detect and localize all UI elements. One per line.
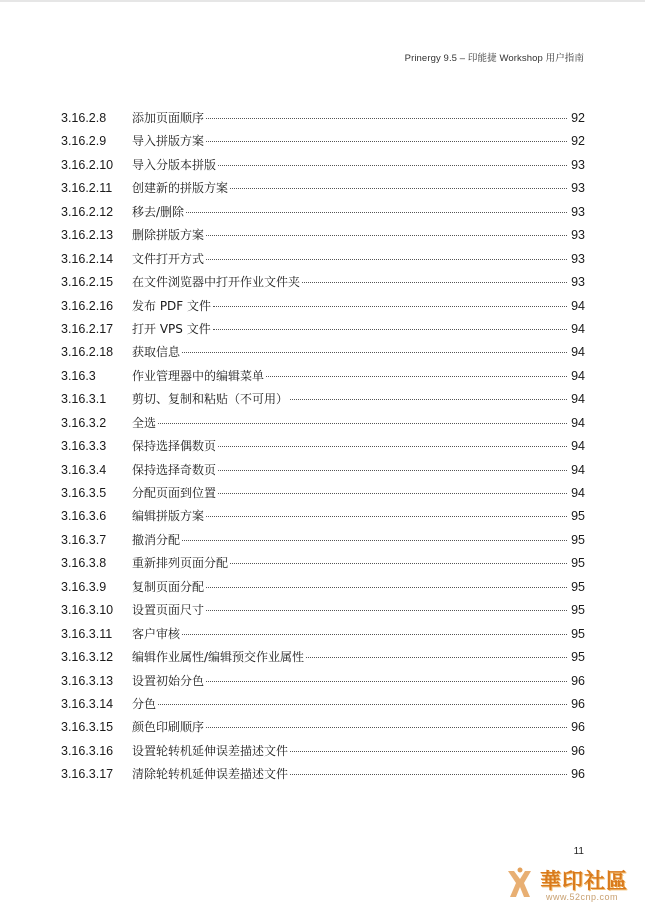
toc-entry-page: 96 [571, 720, 585, 735]
toc-entry[interactable] [61, 716, 585, 739]
toc-entry-title: 设置初始分色 [132, 673, 205, 688]
toc-entry-page: 95 [571, 603, 585, 618]
toc-dot-leader [213, 305, 567, 307]
toc-entry[interactable] [61, 201, 585, 224]
toc-entry-number: 3.16.2.15 [61, 275, 114, 290]
toc-entry[interactable] [61, 295, 585, 318]
toc-dot-leader [206, 117, 567, 119]
toc-entry-number: 3.16.3.13 [61, 673, 114, 688]
toc-entry[interactable] [61, 107, 585, 130]
toc-entry-page: 94 [571, 321, 585, 336]
toc-dot-leader [182, 351, 567, 353]
toc-dot-leader [182, 633, 567, 635]
toc-entry-number: 3.16.3.4 [61, 462, 107, 477]
toc-entry-title: 重新排列页面分配 [132, 556, 229, 571]
toc-entry-page: 94 [571, 415, 585, 430]
toc-dot-leader [213, 328, 567, 330]
toc-entry-number: 3.16.3.15 [61, 720, 114, 735]
toc-dot-leader [218, 164, 567, 166]
toc-entry-number: 3.16.3 [61, 368, 96, 383]
toc-entry[interactable] [61, 670, 585, 693]
toc-entry-number: 3.16.2.18 [61, 345, 114, 360]
watermark-logo [504, 865, 639, 909]
toc-dot-leader [206, 515, 567, 517]
toc-entry-number: 3.16.3.7 [61, 532, 107, 547]
toc-entry-title: 文件打开方式 [132, 251, 205, 266]
toc-entry-page: 93 [571, 251, 585, 266]
toc-entry-number: 3.16.3.6 [61, 509, 107, 524]
toc-entry-page: 92 [571, 134, 585, 149]
toc-entry-number: 3.16.3.16 [61, 743, 114, 758]
toc-entry[interactable] [61, 435, 585, 458]
toc-entry-title: 编辑作业属性/编辑预交作业属性 [132, 650, 305, 665]
toc-dot-leader [306, 656, 567, 658]
toc-entry-number: 3.16.3.3 [61, 439, 107, 454]
toc-dot-leader [266, 375, 567, 377]
toc-entry-number: 3.16.2.17 [61, 321, 114, 336]
toc-entry-page: 93 [571, 181, 585, 196]
toc-entry-title: 剪切、复制和粘贴（不可用） [132, 392, 289, 407]
watermark-figure-icon [504, 867, 534, 903]
toc-entry-title: 客户审核 [132, 626, 181, 641]
toc-entry-number: 3.16.3.17 [61, 767, 114, 782]
toc-entry-title: 设置轮转机延伸误差描述文件 [132, 743, 289, 758]
toc-entry[interactable] [61, 505, 585, 528]
toc-entry-number: 3.16.2.8 [61, 111, 107, 125]
toc-entry[interactable] [61, 646, 585, 669]
toc-entry-title: 发布 PDF 文件 [132, 298, 212, 313]
toc-entry-page: 95 [571, 650, 585, 665]
toc-entry[interactable] [61, 740, 585, 763]
toc-entry-number: 3.16.3.14 [61, 696, 114, 711]
toc-entry-title: 复制页面分配 [132, 579, 205, 594]
toc-entry-number: 3.16.3.8 [61, 556, 107, 571]
toc-entry-number: 3.16.2.12 [61, 204, 114, 219]
toc-dot-leader [206, 586, 567, 588]
toc-dot-leader [182, 539, 567, 541]
toc-entry[interactable] [61, 599, 585, 622]
toc-dot-leader [302, 281, 567, 283]
toc-dot-leader [158, 703, 567, 705]
toc-entry-title: 保持选择奇数页 [132, 462, 217, 477]
toc-dot-leader [186, 211, 567, 213]
toc-dot-leader [230, 562, 567, 564]
toc-entry-page: 95 [571, 626, 585, 641]
toc-entry-title: 添加页面顺序 [132, 111, 205, 125]
toc-dot-leader [218, 492, 567, 494]
toc-entry-title: 删除拼版方案 [132, 228, 205, 243]
watermark-logo-text: 華印社區 [540, 868, 628, 893]
toc-entry-title: 撤消分配 [132, 532, 181, 547]
toc-dot-leader [290, 398, 567, 400]
toc-entry[interactable] [61, 341, 585, 364]
toc-entry-title: 全选 [132, 415, 157, 430]
toc-dot-leader [206, 609, 567, 611]
toc-entry-page: 94 [571, 368, 585, 383]
toc-entry-number: 3.16.3.12 [61, 650, 114, 665]
toc-entry-title: 移去/删除 [132, 204, 185, 219]
table-of-contents [61, 107, 585, 787]
toc-entry-page: 96 [571, 743, 585, 758]
toc-entry[interactable] [61, 459, 585, 482]
toc-entry-page: 95 [571, 509, 585, 524]
page-number: 11 [573, 846, 584, 857]
toc-entry-page: 96 [571, 673, 585, 688]
toc-entry-title: 导入拼版方案 [132, 134, 205, 149]
toc-dot-leader [290, 750, 567, 752]
toc-entry-title: 导入分版本拼版 [132, 157, 217, 172]
toc-entry-number: 3.16.2.9 [61, 134, 107, 149]
toc-dot-leader [218, 469, 567, 471]
toc-dot-leader [230, 187, 567, 189]
toc-entry-title: 分色 [132, 696, 157, 711]
toc-dot-leader [206, 234, 567, 236]
toc-entry-page: 95 [571, 579, 585, 594]
toc-entry[interactable] [61, 693, 585, 716]
toc-dot-leader [206, 140, 567, 142]
toc-entry[interactable] [61, 623, 585, 646]
toc-entry[interactable] [61, 248, 585, 271]
toc-entry-number: 3.16.3.11 [61, 626, 113, 641]
toc-entry[interactable] [61, 576, 585, 599]
toc-entry-number: 3.16.3.2 [61, 415, 107, 430]
toc-entry[interactable] [61, 552, 585, 575]
toc-entry[interactable] [61, 529, 585, 552]
toc-entry-page: 93 [571, 157, 585, 172]
toc-entry[interactable] [61, 763, 585, 786]
toc-entry[interactable] [61, 388, 585, 411]
toc-entry-page: 94 [571, 486, 585, 500]
toc-entry-title: 编辑拼版方案 [132, 509, 205, 524]
toc-entry-page: 94 [571, 392, 585, 407]
toc-entry-title: 获取信息 [132, 345, 181, 360]
toc-entry-page: 94 [571, 439, 585, 454]
top-border [0, 0, 645, 2]
toc-entry-title: 清除轮转机延伸误差描述文件 [132, 767, 289, 782]
toc-entry-number: 3.16.2.16 [61, 298, 114, 313]
toc-entry-title: 打开 VPS 文件 [132, 321, 211, 336]
toc-dot-leader [218, 445, 567, 447]
toc-dot-leader [290, 773, 567, 775]
toc-entry-page: 92 [571, 111, 585, 125]
toc-entry-number: 3.16.2.10 [61, 157, 114, 172]
toc-dot-leader [206, 726, 567, 728]
toc-entry-title: 分配页面到位置 [132, 486, 217, 500]
toc-entry[interactable] [61, 177, 585, 200]
toc-entry[interactable] [61, 318, 585, 341]
toc-entry-page: 95 [571, 556, 585, 571]
toc-entry-page: 94 [571, 462, 585, 477]
toc-entry-page: 96 [571, 696, 585, 711]
toc-entry-page: 93 [571, 204, 585, 219]
toc-entry-title: 在文件浏览器中打开作业文件夹 [132, 275, 301, 290]
toc-entry-title: 作业管理器中的编辑菜单 [132, 368, 265, 383]
toc-entry-page: 94 [571, 298, 585, 313]
toc-entry[interactable] [61, 412, 585, 435]
toc-entry-title: 保持选择偶数页 [132, 439, 217, 454]
running-header: Prinergy 9.5 – 印能捷 Workshop 用户指南 [404, 53, 584, 64]
toc-entry-page: 93 [571, 228, 585, 243]
toc-dot-leader [158, 422, 567, 424]
toc-entry-title: 颜色印刷顺序 [132, 720, 205, 735]
toc-entry-number: 3.16.3.10 [61, 603, 114, 618]
toc-entry[interactable] [61, 154, 585, 177]
toc-dot-leader [206, 258, 567, 260]
toc-entry-number: 3.16.2.13 [61, 228, 114, 243]
toc-entry[interactable] [61, 482, 585, 505]
toc-entry-page: 95 [571, 532, 585, 547]
toc-entry[interactable] [61, 130, 585, 153]
toc-entry-number: 3.16.3.5 [61, 486, 107, 500]
toc-entry-number: 3.16.3.1 [61, 392, 107, 407]
toc-entry-title: 创建新的拼版方案 [132, 181, 229, 196]
toc-entry-page: 96 [571, 767, 585, 782]
toc-entry-number: 3.16.3.9 [61, 579, 107, 594]
toc-entry-number: 3.16.2.14 [61, 251, 114, 266]
toc-entry-page: 93 [571, 275, 585, 290]
toc-entry-page: 94 [571, 345, 585, 360]
watermark-url: www.52cnp.com [546, 892, 619, 902]
toc-entry-number: 3.16.2.11 [61, 181, 113, 196]
toc-entry[interactable] [61, 365, 585, 388]
toc-entry[interactable] [61, 271, 585, 294]
toc-dot-leader [206, 680, 567, 682]
toc-entry-title: 设置页面尺寸 [132, 603, 205, 618]
toc-entry[interactable] [61, 224, 585, 247]
